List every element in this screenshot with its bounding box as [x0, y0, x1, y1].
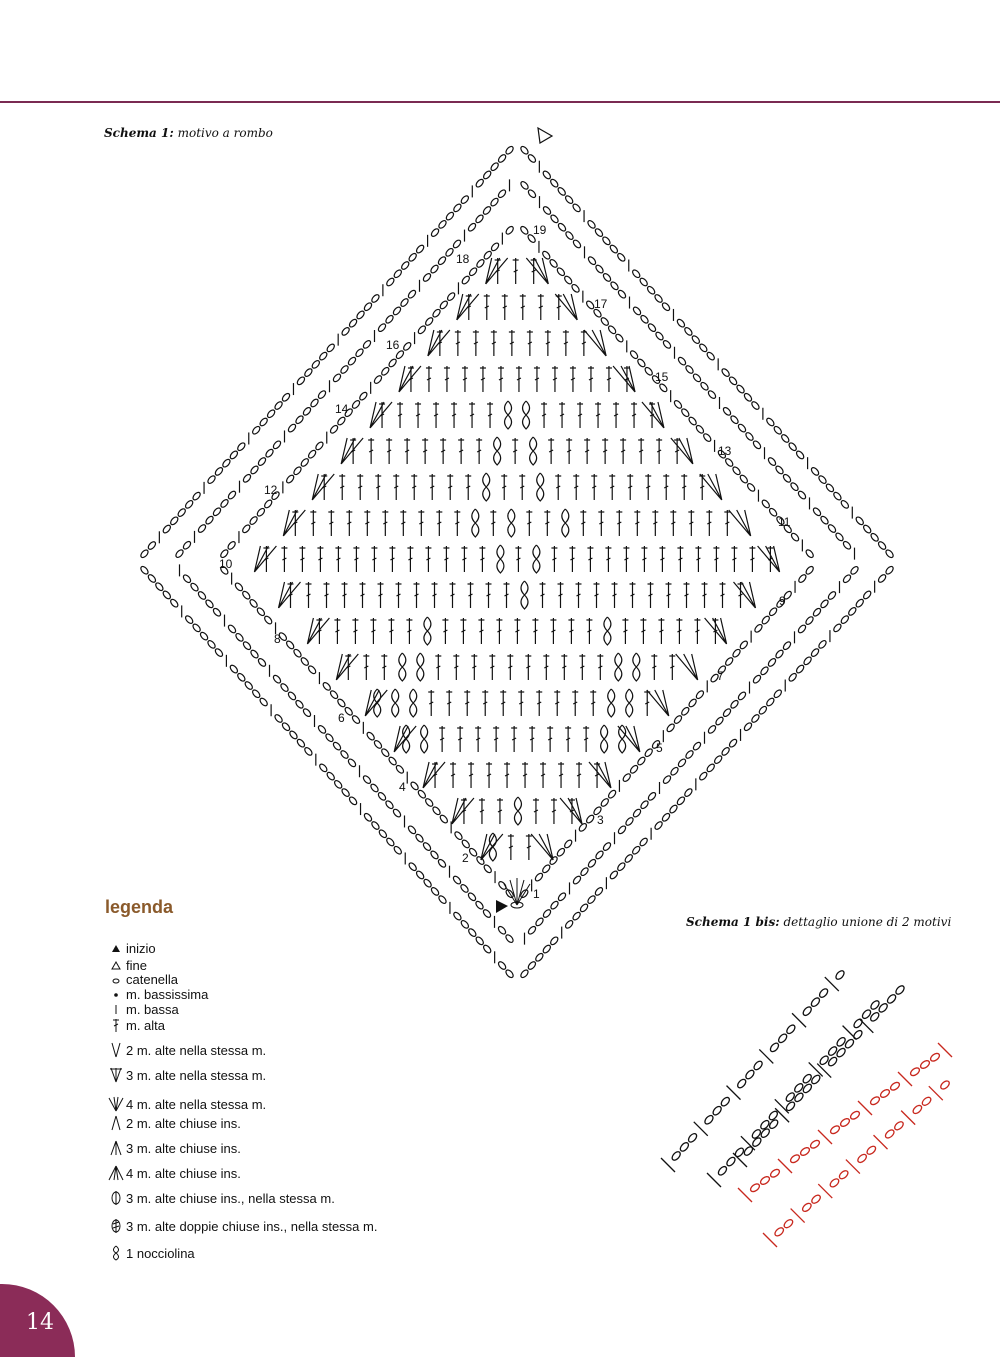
join-chain: [829, 1124, 841, 1135]
legend-text: 3 m. alte doppie chiuse ins., nella stessa m.: [126, 1218, 378, 1234]
round-label: 7: [717, 669, 724, 683]
single-crochet-icon: [108, 1001, 124, 1017]
join-chain: [886, 993, 897, 1004]
join-chain: [753, 1060, 764, 1071]
legend-text: 3 m. alte chiuse ins., nella stessa m.: [126, 1190, 335, 1206]
join-chain: [834, 969, 845, 980]
join-stitch: [858, 1101, 872, 1115]
legend-title: legenda: [105, 897, 174, 917]
treble-cluster-icon: [108, 1218, 124, 1234]
join-chain: [869, 1095, 881, 1106]
legend-symbol: [108, 1115, 124, 1131]
start-triangle-icon: [108, 940, 124, 956]
round-label: 3: [597, 813, 604, 827]
join-chain: [838, 1169, 849, 1180]
join-chain: [810, 1194, 821, 1205]
join-chain: [929, 1052, 941, 1063]
legend-list: [108, 0, 428, 1357]
join-chain: [773, 1226, 784, 1237]
join-chain: [743, 1145, 754, 1156]
join-chain: [939, 1079, 950, 1090]
legend-symbol: [108, 940, 124, 956]
join-chain: [921, 1096, 932, 1107]
join-chain: [884, 1128, 895, 1139]
legend-text: catenella: [126, 971, 179, 987]
schema1bis-desc: dettaglio unione di 2 motivi: [783, 915, 952, 929]
join-chain: [785, 1091, 796, 1102]
legend-text: 4 m. alte nella stessa m.: [126, 1096, 267, 1112]
join-chain: [818, 987, 829, 998]
join-chain: [852, 1018, 863, 1029]
join-chain: [852, 1029, 863, 1040]
legend-text: m. alta: [126, 1017, 166, 1033]
round-label: 11: [778, 515, 791, 529]
round-label: 4: [399, 780, 406, 794]
round-label: 16: [386, 338, 400, 352]
join-chain: [759, 1119, 770, 1130]
legend-text: m. bassissima: [126, 986, 209, 1002]
legend-item: [108, 1017, 165, 1033]
two-dc-same-stitch-icon: [108, 1042, 124, 1058]
join-chain: [793, 1082, 804, 1093]
legend-symbol: [108, 1190, 124, 1206]
join-stitch: [738, 1188, 752, 1202]
round-label: 15: [655, 370, 669, 384]
puff-stitch-icon: [108, 1245, 124, 1261]
legend-text: 3 m. alte chiuse ins.: [126, 1140, 241, 1156]
join-chain: [919, 1059, 931, 1070]
join-chain: [717, 1165, 728, 1176]
legend-item: [108, 1096, 266, 1112]
three-dc-together-icon: [108, 1140, 124, 1156]
schema1bis-label: Schema 1 bis:: [686, 915, 780, 929]
join-chain: [856, 1153, 867, 1164]
join-chain: [889, 1081, 901, 1092]
join-chain: [687, 1132, 698, 1143]
legend-text: m. bassa: [126, 1001, 179, 1017]
round-label: 17: [594, 297, 608, 311]
legend-item: [108, 1190, 335, 1206]
join-chain: [912, 1104, 923, 1115]
legend-item: [108, 1218, 377, 1234]
join-chain: [679, 1141, 690, 1152]
join-chain: [802, 1073, 813, 1084]
join-chain: [809, 1139, 821, 1150]
join-chain: [810, 996, 821, 1007]
join-chain: [769, 1168, 781, 1179]
join-chain: [866, 1145, 877, 1156]
join-chain: [768, 1119, 779, 1130]
two-dc-together-icon: [108, 1115, 124, 1131]
round-label: 10: [219, 557, 233, 571]
legend-text: 1 nocciolina: [126, 1245, 195, 1261]
round-label: 8: [274, 632, 281, 646]
join-chain: [760, 1127, 771, 1138]
join-stitch: [898, 1072, 912, 1086]
join-chain: [793, 1092, 804, 1103]
round-label: 1: [533, 887, 540, 901]
legend-symbol: [108, 1165, 124, 1181]
join-chain: [802, 1083, 813, 1094]
legend-item: [108, 1245, 195, 1261]
legend-item: [108, 1067, 266, 1083]
join-chain: [749, 1182, 761, 1193]
round-label: 19: [533, 223, 547, 237]
join-chain: [768, 1110, 779, 1121]
join-chain: [744, 1069, 755, 1080]
join-chain: [849, 1110, 861, 1121]
slip-stitch-icon: [108, 986, 124, 1002]
join-chain: [785, 1101, 796, 1112]
double-crochet-icon: [108, 1017, 124, 1033]
join-chain: [783, 1218, 794, 1229]
legend-symbol: [108, 1245, 124, 1261]
join-chain: [777, 1033, 788, 1044]
round-label: 6: [338, 711, 345, 725]
legend-symbol: [108, 1001, 124, 1017]
legend-symbol: [108, 1017, 124, 1033]
legend-symbol: [108, 986, 124, 1002]
join-chain: [769, 1042, 780, 1053]
join-chain: [894, 984, 905, 995]
legend-symbol: [108, 1042, 124, 1058]
round-label: 12: [264, 483, 278, 497]
round-label: 18: [456, 252, 470, 266]
join-chain: [839, 1117, 851, 1128]
legend-item: [108, 1042, 266, 1058]
join-chain: [893, 1120, 904, 1131]
legend-text: 2 m. alte nella stessa m.: [126, 1042, 267, 1058]
schema1-desc: motivo a rombo: [177, 126, 273, 140]
join-red-rows: [738, 1043, 952, 1247]
legend-symbol: [108, 1140, 124, 1156]
legend-symbol: [108, 1067, 124, 1083]
chain-icon: [108, 971, 124, 987]
join-chain: [720, 1096, 731, 1107]
join-chain: [801, 1202, 812, 1213]
round-label: 5: [656, 741, 663, 755]
legend-item: [108, 1115, 241, 1131]
four-dc-same-stitch-icon: [108, 1096, 124, 1112]
join-chain: [725, 1156, 736, 1167]
legend-symbol: [108, 1218, 124, 1234]
four-dc-together-icon: [108, 1165, 124, 1181]
round-label: 14: [335, 402, 349, 416]
join-chain: [879, 1088, 891, 1099]
legend-item: [108, 986, 208, 1002]
legend-item: [108, 1140, 241, 1156]
page-number: 14: [26, 1310, 54, 1335]
legend-item: [108, 1001, 179, 1017]
round-label: 2: [462, 851, 469, 865]
legend-item: [108, 1165, 241, 1181]
legend-text: 2 m. alte chiuse ins.: [126, 1115, 241, 1131]
cluster-icon: [108, 1190, 124, 1206]
join-chain: [810, 1074, 821, 1085]
legend-symbol: [108, 971, 124, 987]
join-chain: [736, 1078, 747, 1089]
legend-symbol: [108, 1096, 124, 1112]
join-stitch: [778, 1159, 792, 1173]
legend-item: [108, 940, 156, 956]
legend-text: fine: [126, 957, 147, 973]
legend-text: 3 m. alte nella stessa m.: [126, 1067, 267, 1083]
legend-text: 4 m. alte chiuse ins.: [126, 1165, 241, 1181]
join-chain: [829, 1177, 840, 1188]
join-chain: [712, 1105, 723, 1116]
join-chain: [802, 1005, 813, 1016]
join-chain: [703, 1114, 714, 1125]
legend-item: [108, 971, 178, 987]
join-chain: [759, 1175, 771, 1186]
schema1-label: Schema 1:: [104, 126, 174, 140]
round-label: 13: [718, 444, 732, 458]
join-chain: [671, 1150, 682, 1161]
join-stitch: [938, 1043, 952, 1057]
round-label: 9: [779, 594, 786, 608]
join-chain: [909, 1066, 921, 1077]
join-chain: [799, 1146, 811, 1157]
join-chain: [785, 1024, 796, 1035]
join-chain: [789, 1153, 801, 1164]
three-dc-same-stitch-icon: [108, 1067, 124, 1083]
legend-text: inizio: [126, 940, 156, 956]
join-stitch: [818, 1130, 832, 1144]
